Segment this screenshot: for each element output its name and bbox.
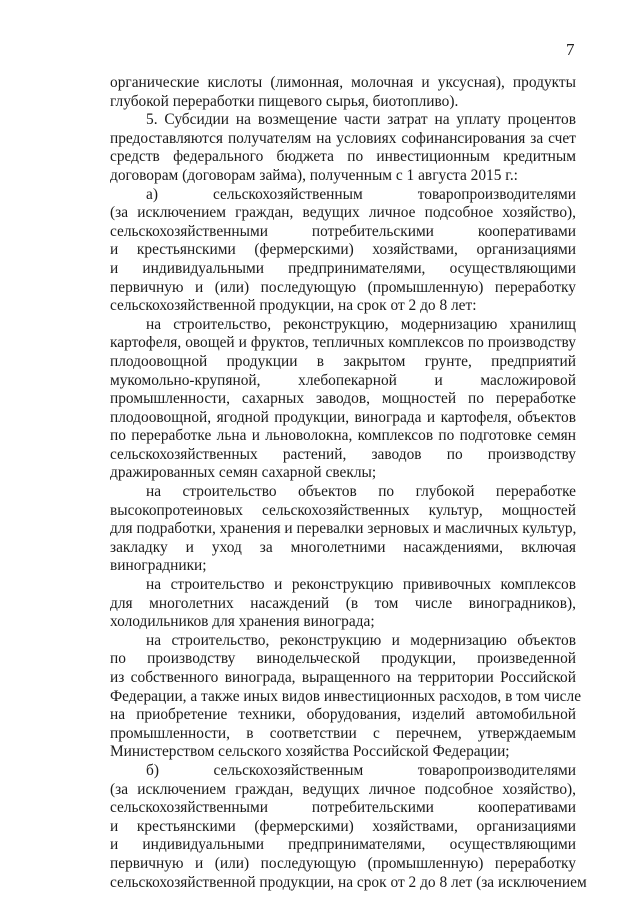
text-line: органические кислоты (лимонная, молочная и уксусная), продукты xyxy=(110,74,576,91)
text-line: для многолетних насаждений (в том числе виноградников), xyxy=(110,594,576,612)
text-line: по производству винодельческой продукции, произведенной xyxy=(110,650,576,668)
text-line: холодильников для хранения винограда; xyxy=(110,613,375,631)
text-line: договорам (договорам займа), полученным с 1 августа 2015 г.: xyxy=(110,166,518,184)
text-line: и индивидуальными предпринимателями, осуществляющими xyxy=(110,836,576,854)
text-line: б) сельскохозяйственным товаропроизводителями xyxy=(146,761,576,779)
text-line: закладку и уход за многолетними насаждениями, включая xyxy=(110,538,576,556)
text-line: промышленности, сахарных заводов, мощностей по переработке xyxy=(110,390,576,408)
text-line: 5. Субсидии на возмещение части затрат на уплату процентов xyxy=(146,111,576,129)
text-line: из собственного винограда, выращенного на территории Российской xyxy=(110,669,576,686)
text-line: и крестьянскими (фермерскими) хозяйствами, организациями xyxy=(110,241,576,259)
text-line: сельскохозяйственной продукции, на срок от 2 до 8 лет (за исключением xyxy=(110,873,587,891)
text-line: на строительство, реконструкцию, модернизацию хранилищ xyxy=(146,315,576,333)
text-line: а) сельскохозяйственным товаропроизводителями xyxy=(146,185,576,203)
text-line: на строительство и реконструкцию прививочных комплексов xyxy=(146,576,576,594)
document-body xyxy=(110,74,587,892)
text-line: сельскохозяйственными потребительскими кооперативами xyxy=(110,799,576,817)
text-line: сельскохозяйственных растений, заводов по производству xyxy=(110,445,576,463)
text-line: по переработке льна и льноволокна, комплексов по подготовке семян xyxy=(110,427,576,445)
text-line: картофеля, овощей и фруктов, тепличных комплексов по производству xyxy=(110,334,576,352)
text-line: (за исключением граждан, ведущих личное подсобное хозяйство), xyxy=(110,204,576,222)
text-line: промышленности, в соответствии с перечнем, утверждаемым xyxy=(110,724,576,742)
text-line: и индивидуальными предпринимателями, осуществляющими xyxy=(110,259,576,277)
text-line: плодоовощной продукции в закрытом грунте, предприятий xyxy=(110,352,576,370)
text-line: плодоовощной, ягодной продукции, винограда и картофеля, объектов xyxy=(110,408,576,426)
text-line: высокопротеиновых сельскохозяйственных культур, мощностей xyxy=(110,501,576,519)
text-line: Федерации, а также иных видов инвестиционных расходов, в том числе xyxy=(110,687,582,705)
text-line: первичную и (или) последующую (промышленную) переработку xyxy=(110,854,576,872)
text-line: глубокой переработки пищевого сырья, биотопливо). xyxy=(110,92,459,110)
text-line: Министерством сельского хозяйства Российской Федерации; xyxy=(110,743,510,761)
text-line: первичную и (или) последующую (промышленную) переработку xyxy=(110,278,576,296)
text-line: на строительство, реконструкцию и модернизацию объектов xyxy=(146,631,576,649)
text-line: средств федерального бюджета по инвестиционным кредитным xyxy=(110,148,576,166)
text-line: для подработки, хранения и перевалки зерновых и масличных культур, xyxy=(110,520,577,538)
text-line: дражированных семян сахарной свеклы; xyxy=(110,464,377,482)
text-line: и крестьянскими (фермерскими) хозяйствами, организациями xyxy=(110,817,576,835)
text-line: сельскохозяйственными потребительскими кооперативами xyxy=(110,222,576,240)
text-line: предоставляются получателям на условиях софинансирования за счет xyxy=(110,129,576,147)
page-number: 7 xyxy=(566,40,575,59)
text-line: (за исключением граждан, ведущих личное подсобное хозяйство), xyxy=(110,780,576,798)
text-line: мукомольно-крупяной, хлебопекарной и масложировой xyxy=(110,371,576,389)
text-line: виноградники; xyxy=(110,557,207,575)
text-line: на приобретение техники, оборудования, изделий автомобильной xyxy=(110,706,576,724)
text-line: сельскохозяйственной продукции, на срок от 2 до 8 лет: xyxy=(110,297,477,315)
text-line: на строительство объектов по глубокой переработке xyxy=(146,483,576,501)
